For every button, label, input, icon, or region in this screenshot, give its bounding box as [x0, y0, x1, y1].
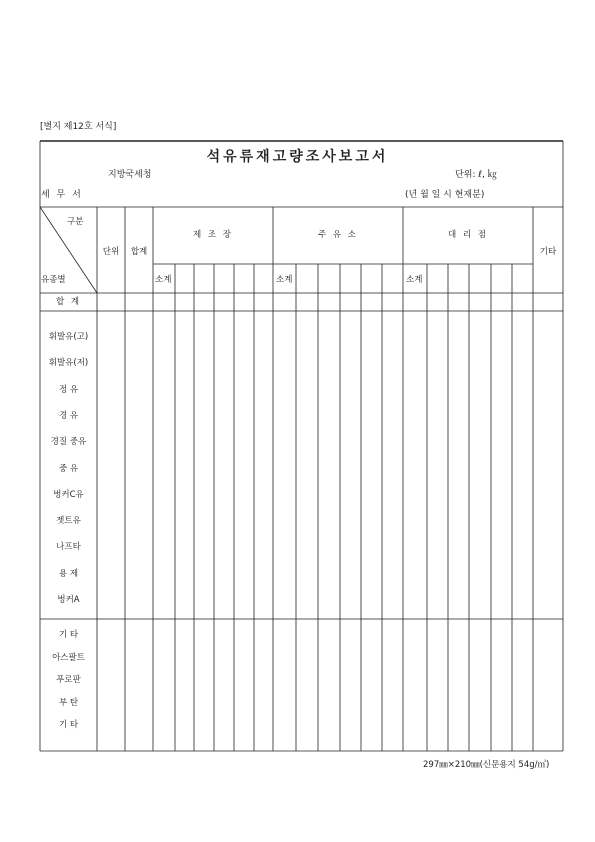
fuel-type-label: 휘발유(저)	[48, 358, 89, 369]
fuel-type-label: 나프타	[56, 542, 81, 553]
fuel-type-label: 용 제	[58, 568, 79, 579]
form-number-label: [별지 제12호 서식]	[40, 122, 117, 132]
fuel-type-label: 휘발유(고)	[48, 332, 89, 342]
fuel-type-label: 푸로판	[56, 675, 81, 685]
fuel-type-label: 정 유	[58, 384, 79, 395]
tax-office-label: 세 무 서	[41, 190, 83, 200]
regional-office-label: 지방국세청	[108, 170, 152, 180]
header-other: 기타	[539, 247, 557, 257]
fuel-type-label: 기 타	[58, 630, 79, 640]
fuel-type-label: 아스팔트	[52, 652, 85, 663]
fuel-type-label: 부 탄	[58, 697, 79, 708]
paper-spec-footer: 297㎜×210㎜(신문용지 54g/㎡)	[423, 760, 550, 770]
fuel-type-label: 벙커A	[57, 595, 80, 605]
header-gubun: 구분	[67, 217, 84, 227]
header-manufacturing-plant: 제 조 장	[192, 230, 234, 240]
header-subtotal-1: 소계	[155, 275, 172, 285]
header-subtotal-3: 소계	[406, 275, 423, 285]
total-row-label: 합 계	[55, 297, 82, 307]
header-subtotal-2: 소계	[276, 275, 293, 285]
header-unit: 단위	[102, 247, 120, 257]
header-gas-station: 주 유 소	[317, 230, 359, 240]
unit-label: 단위: ℓ, ㎏	[455, 170, 497, 180]
fuel-type-label: 경 유	[58, 410, 79, 421]
header-total: 합계	[130, 247, 148, 257]
fuel-type-label: 벙커C유	[53, 489, 84, 500]
header-fuel-type: 유종별	[41, 275, 66, 285]
fuel-type-label: 젯트유	[56, 516, 81, 527]
fuel-type-label: 중 유	[58, 463, 79, 474]
page-title: 석유류재고량조사보고서	[206, 149, 389, 165]
fuel-type-label: 경질 중유	[50, 437, 87, 448]
date-label: (년 월 일 시 현재분)	[405, 190, 485, 200]
header-agency: 대 리 점	[447, 230, 489, 240]
fuel-type-label: 기 타	[58, 720, 79, 730]
